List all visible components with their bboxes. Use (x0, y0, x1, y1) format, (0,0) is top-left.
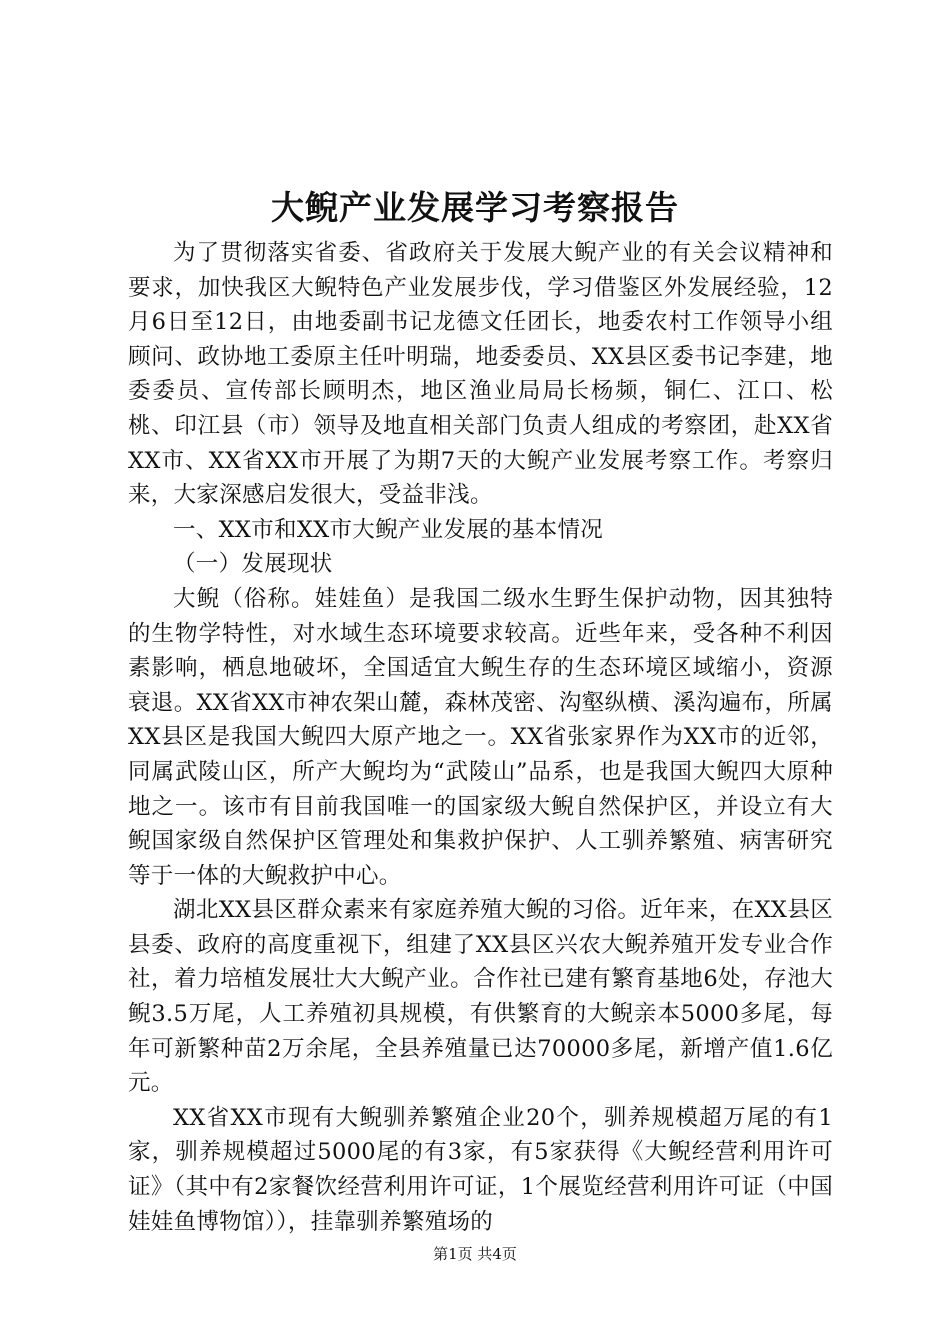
paragraph-status: 大鲵（俗称。娃娃鱼）是我国二级水生野生保护动物，因其独特的生物学特性，对水域生态环境要求较高。近些年来，受各种不利因素影响，栖息地破坏，全国适宜大鲵生存的生态环境区域缩小，资源衰退。XX省XX市神农架山麓，森林茂密、沟壑纵横、溪沟遍布，所属XX县区是我国大鲵四大原产地之一。XX省张家界作为XX市的近邻，同属武陵山区，所产大鲵均为“武陵山”品系，也是我国大鲵四大原种地之一。该市有目前我国唯一的国家级大鲵自然保护区，并设立有大鲵国家级自然保护区管理处和集救护保护、人工驯养繁殖、病害研究等于一体的大鲵救护中心。 (128, 585, 833, 889)
subsection-heading-1: （一）发展现状 (173, 551, 333, 578)
paragraph-hubei: 湖北XX县区群众素来有家庭养殖大鲵的习俗。近年来，在XX县区县委、政府的高度重视下，组建了XX县区兴农大鲵养殖开发专业合作社，着力培植发展壮大大鲵产业。合作社已建有繁育基地6处，存池大鲵3.5万尾，人工养殖初具规模，有供繁育的大鲵亲本5000多尾，每年可新繁种苗2万余尾，全县养殖量已达70000多尾，新增产值1.6亿元。 (128, 897, 833, 1097)
paragraph-intro: 为了贯彻落实省委、省政府关于发展大鲵产业的有关会议精神和要求，加快我区大鲵特色产业发展步伐，学习借鉴区外发展经验，12月6日至12日，由地委副书记龙德文任团长，地委农村工作领导小组顾问、政协地工委原主任叶明瑞，地委委员、XX县区委书记李建，地委委员、宣传部长顾明杰，地区渔业局局长杨频，铜仁、江口、松桃、印江县（市）领导及地直相关部门负责人组成的考察团，赴XX省XX市、XX省XX市开展了为期7天的大鲵产业发展考察工作。考察归来，大家深感启发很大，受益非浅。 (128, 240, 833, 509)
paragraph-hunan: XX省XX市现有大鲵驯养繁殖企业20个，驯养规模超万尾的有1家，驯养规模超过5000尾的有3家，有5家获得《大鲵经营利用许可证》（其中有2家餐饮经营利用许可证，1个展览经营利用许可证（中国娃娃鱼博物馆）），挂靠驯养繁殖场的 (128, 1104, 833, 1235)
document-title: 大鲵产业发展学习考察报告 (271, 188, 679, 227)
page-footer: 第1页 共4页 (433, 1245, 517, 1263)
section-heading-1: 一、XX市和XX市大鲵产业发展的基本情况 (173, 516, 604, 543)
document-body (128, 236, 833, 1239)
